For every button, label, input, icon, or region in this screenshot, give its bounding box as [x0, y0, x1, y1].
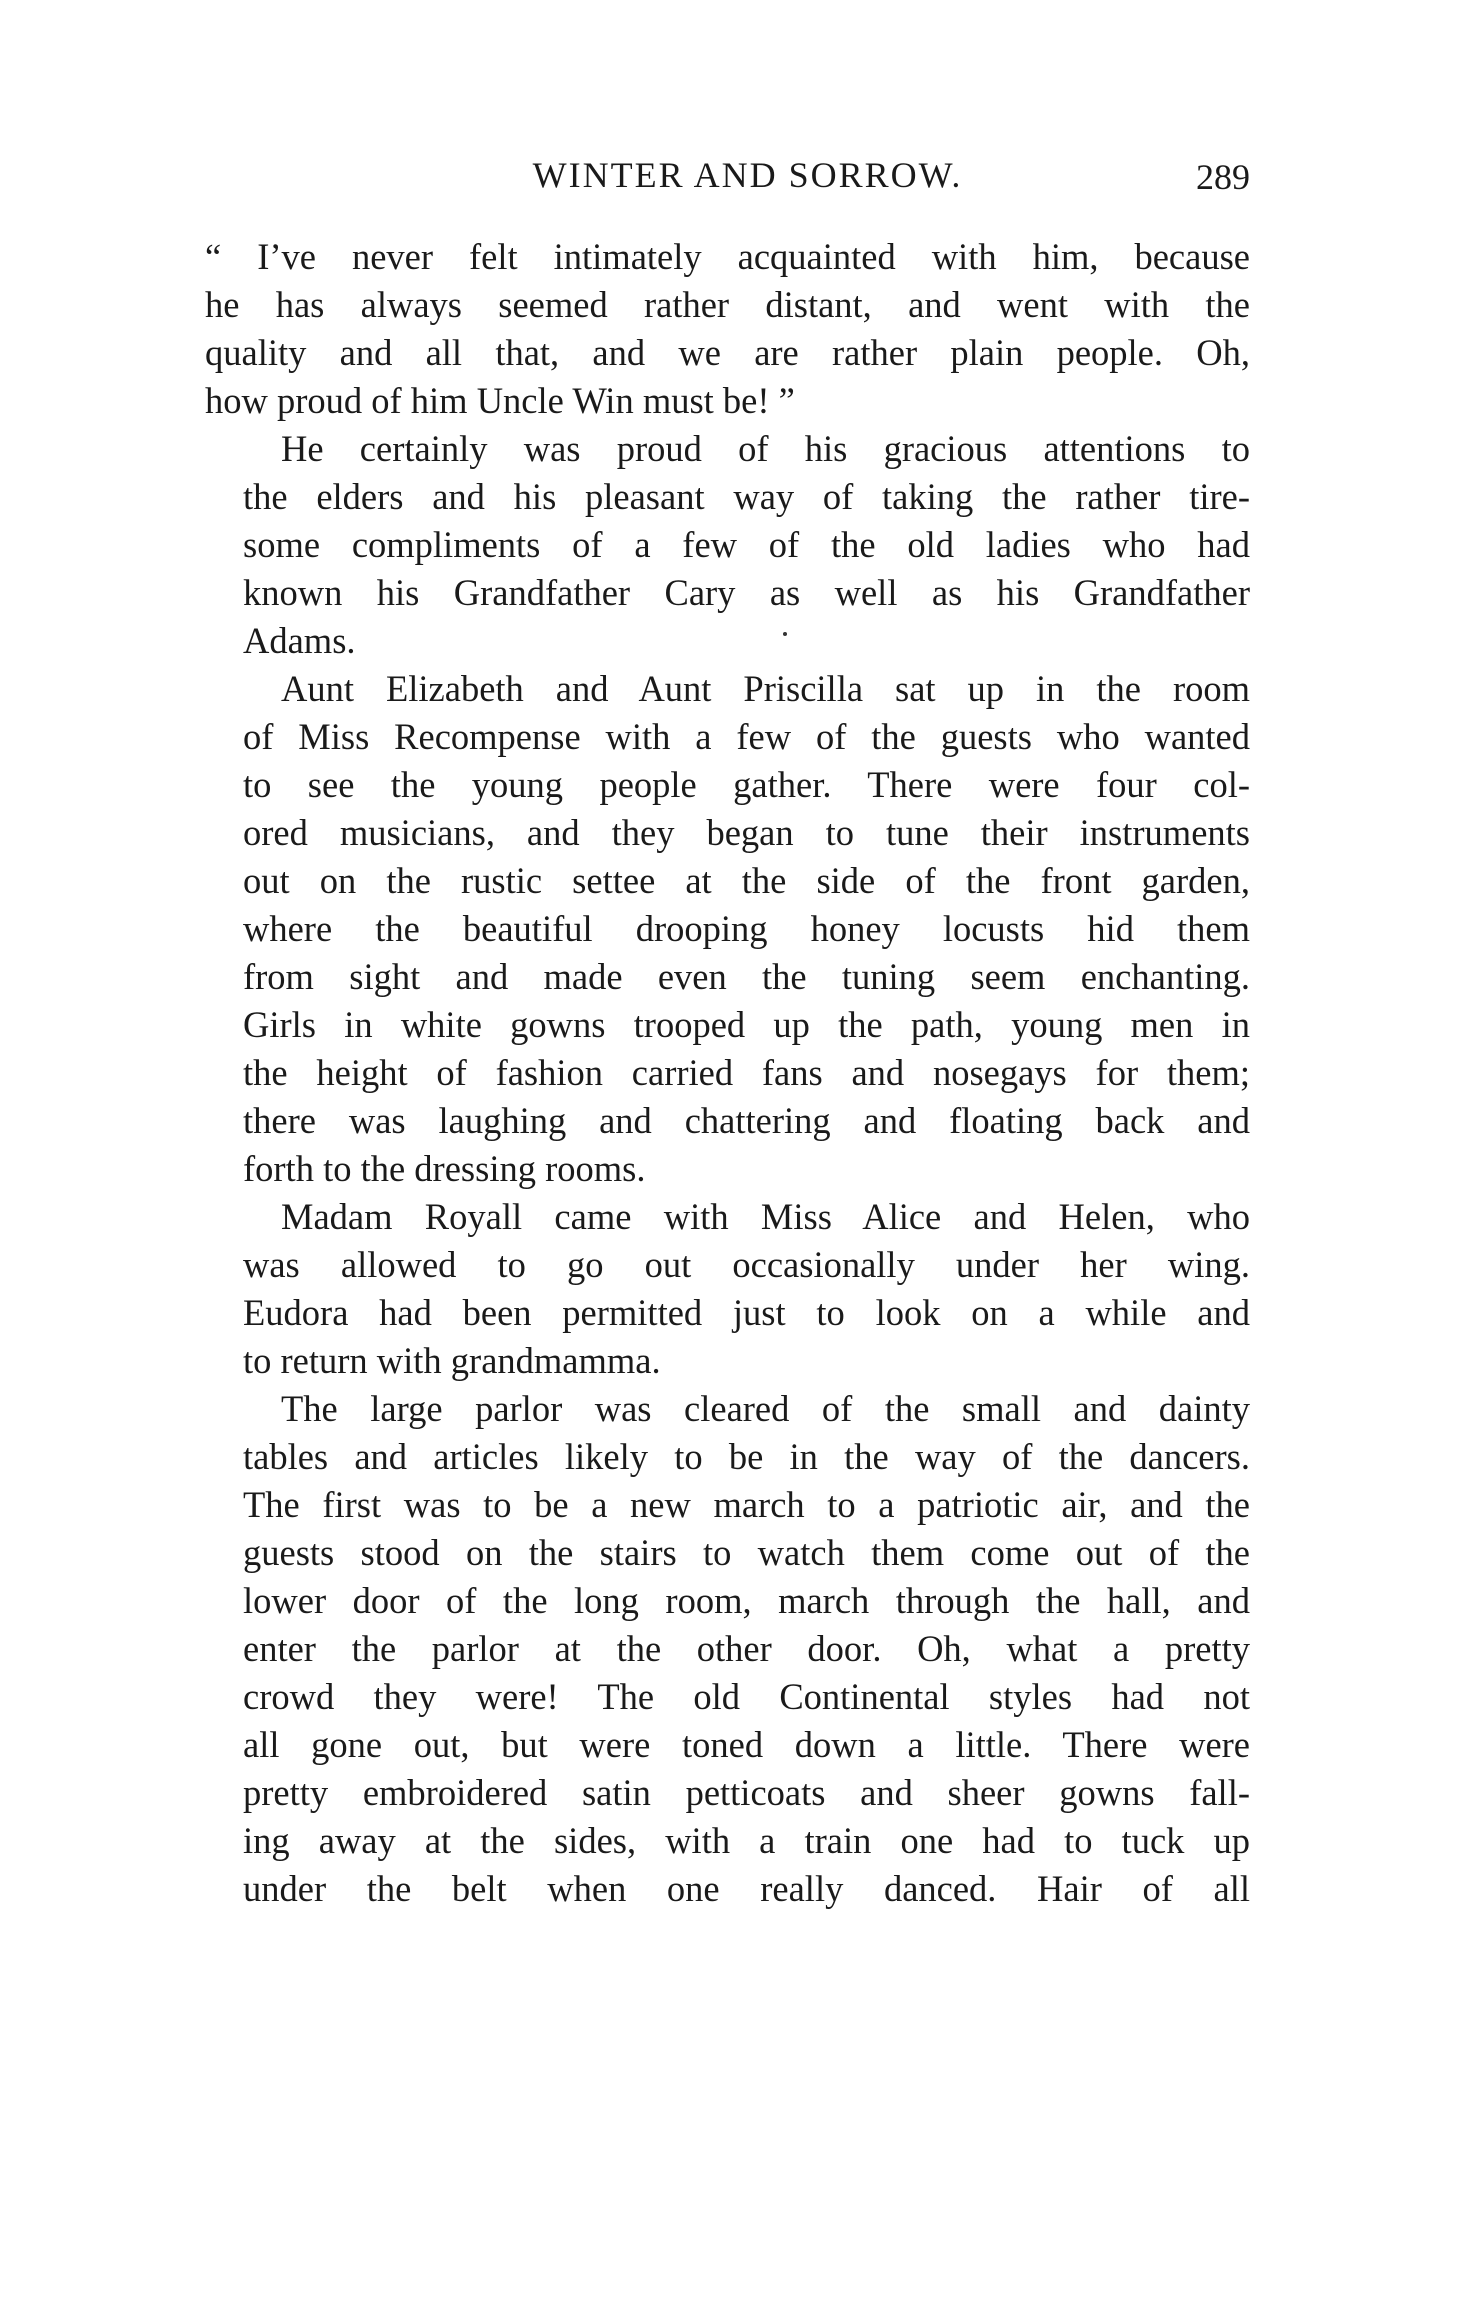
chapter-title: WINTER AND SORROW. [532, 155, 963, 195]
text-line: He certainly was proud of his gracious attentions to [281, 428, 1250, 469]
text-line: Adams. [243, 620, 356, 661]
text-line: out on the rustic settee at the side of the front garden, [243, 860, 1250, 901]
text-line: to see the young people gather. There were four col- [243, 764, 1250, 805]
text-line: all gone out, but were toned down a little. There were [243, 1724, 1250, 1765]
text-line: some compliments of a few of the old ladies who had [243, 524, 1250, 565]
text-line: there was laughing and chattering and floating back and [243, 1100, 1250, 1141]
text-line: enter the parlor at the other door. Oh, what a pretty [243, 1628, 1250, 1669]
text-line: guests stood on the stairs to watch them come out of the [243, 1532, 1250, 1573]
text-line: Aunt Elizabeth and Aunt Priscilla sat up in the room [281, 668, 1250, 709]
text-line: was allowed to go out occasionally under her wing. [243, 1244, 1250, 1285]
page-number: 289 [1196, 157, 1250, 197]
paragraph [205, 233, 1250, 425]
text-line: The large parlor was cleared of the small and dainty [281, 1388, 1250, 1429]
text-line: pretty embroidered satin petticoats and sheer gowns fall- [243, 1772, 1250, 1813]
text-line: “ I’ve never felt intimately acquainted with him, because [205, 236, 1250, 277]
text-line: The first was to be a new march to a patriotic air, and the [243, 1484, 1250, 1525]
text-line: forth to the dressing rooms. [243, 1148, 646, 1189]
running-head [205, 150, 1250, 200]
paragraph [205, 1193, 1250, 1385]
text-line: under the belt when one really danced. Hair of all [243, 1868, 1250, 1909]
text-line: he has always seemed rather distant, and went with the [205, 284, 1250, 325]
text-line: to return with grandmamma. [243, 1340, 661, 1381]
text-line: lower door of the long room, march through the hall, and [243, 1580, 1250, 1621]
text-line: the elders and his pleasant way of taking the rather tire- [243, 476, 1250, 517]
text-line: Girls in white gowns trooped up the path, young men in [243, 1004, 1250, 1045]
text-line: ored musicians, and they began to tune their instruments [243, 812, 1250, 853]
text-line: ing away at the sides, with a train one had to tuck up [243, 1820, 1250, 1861]
paragraph [205, 1385, 1250, 1913]
text-line: crowd they were! The old Continental styles had not [243, 1676, 1250, 1717]
text-line: Eudora had been permitted just to look on a while and [243, 1292, 1250, 1333]
body-text [205, 233, 1250, 1913]
paragraph [205, 665, 1250, 1193]
paragraph [205, 425, 1250, 665]
print-speck [783, 632, 787, 636]
text-line: known his Grandfather Cary as well as his Grandfather [243, 572, 1250, 613]
text-line: how proud of him Uncle Win must be! ” [205, 380, 795, 421]
text-line: quality and all that, and we are rather plain people. Oh, [205, 332, 1250, 373]
text-line: of Miss Recompense with a few of the guests who wanted [243, 716, 1250, 757]
text-line: where the beautiful drooping honey locusts hid them [243, 908, 1250, 949]
text-line: from sight and made even the tuning seem enchanting. [243, 956, 1250, 997]
text-line: tables and articles likely to be in the way of the dancers. [243, 1436, 1250, 1477]
text-line: Madam Royall came with Miss Alice and Helen, who [281, 1196, 1250, 1237]
text-line: the height of fashion carried fans and nosegays for them; [243, 1052, 1250, 1093]
